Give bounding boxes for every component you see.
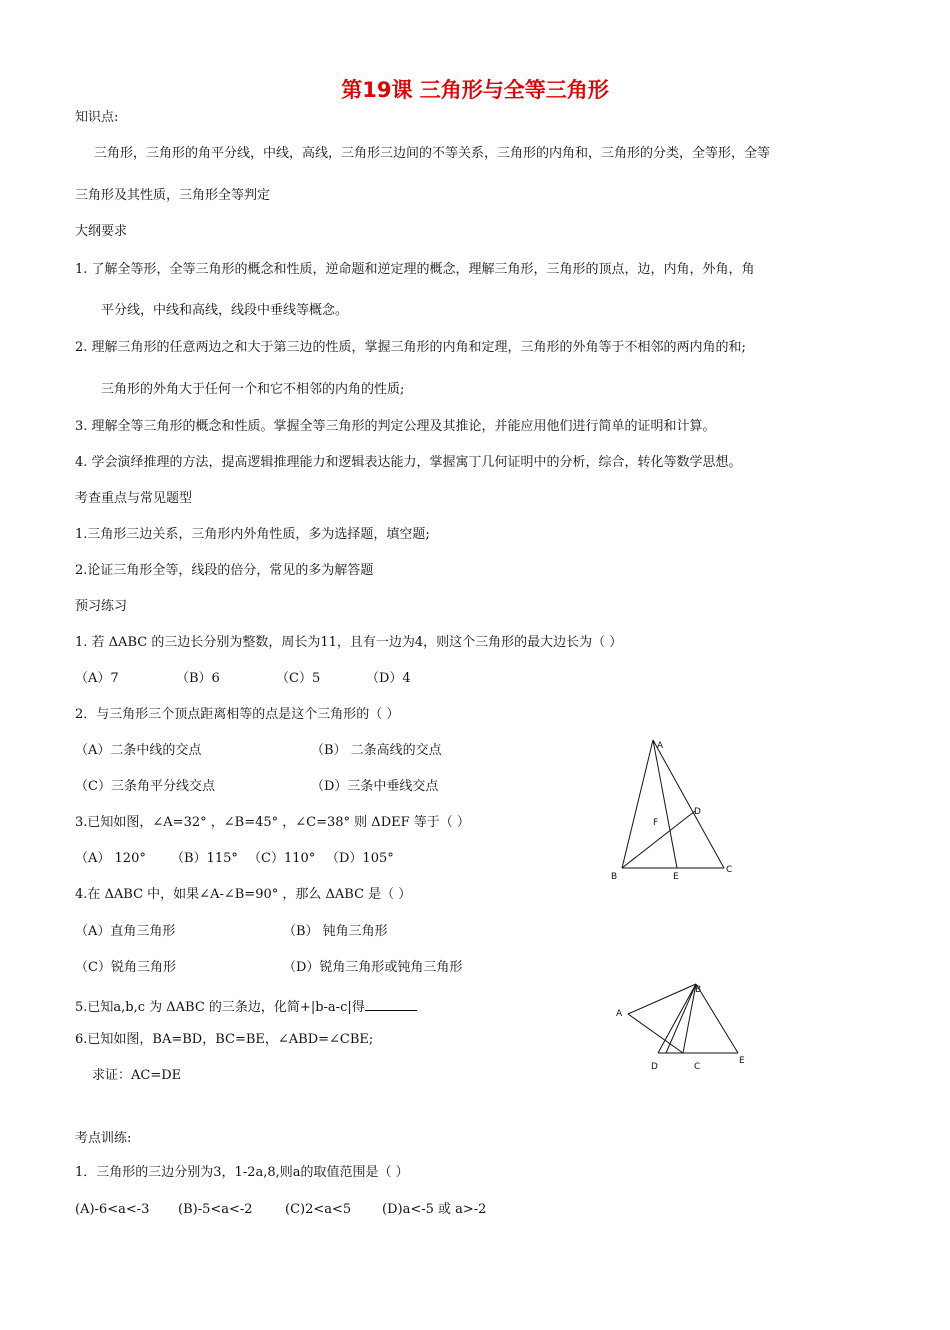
preview-question-6: 6.已知如图，BA=BD，BC=BE，∠ABD=∠CBE; [75,1032,374,1047]
fig1-segment-ae [653,740,677,868]
q4-option-a: （A）直角三角形 [75,924,176,939]
q6-prove: 求证：AC=DE [92,1068,182,1083]
fig1-label-c: C [726,865,733,875]
syllabus-item-1-line-2: 平分线，中线和高线，线段中垂线等概念。 [101,303,349,318]
preview-question-1: 1. 若 ΔABC 的三边长分别为整数，周长为11，且有一边为4，则这个三角形的最大边长为（ ） [75,635,623,650]
preview-question-2: 2．与三角形三个顶点距离相等的点是这个三角形的（ ） [75,707,400,722]
q5-text: 5.已知a,b,c 为 ΔABC 的三条边，化简+|b-a-c|得 [75,1000,365,1015]
page-title: 第19课 三角形与全等三角形 [341,78,609,102]
figure-congruent-triangles [610,980,760,1075]
figure-triangle-def [600,735,750,885]
fig2-label-a: A [616,1009,623,1019]
focus-item-2: 2.论证三角形全等，线段的倍分，常见的多为解答题 [75,563,374,578]
q2-option-d: （D）三条中垂线交点 [311,779,439,794]
syllabus-item-1-line-1: 1. 了解全等形，全等三角形的概念和性质，逆命题和逆定理的概念，理解三角形，三角形的顶点，边，内角，外角，角 [75,262,755,277]
q4-option-b: （B） 钝角三角形 [283,924,388,939]
fig2-label-b: B [695,985,702,995]
q5-answer-blank[interactable] [365,998,417,1011]
syllabus-item-2-line-2: 三角形的外角大于任何一个和它不相邻的内角的性质; [101,382,405,397]
q1-option-b: （B）6 [176,671,220,686]
focus-heading: 考查重点与常见题型 [75,491,193,506]
preview-question-5 [75,998,417,1014]
training-heading: 考点训练: [75,1131,132,1146]
fig1-label-a: A [657,741,664,751]
knowledge-line-2: 三角形及其性质，三角形全等判定 [75,188,271,203]
fig1-label-f: F [653,818,659,828]
syllabus-heading: 大纲要求 [75,224,128,239]
focus-item-1: 1.三角形三边关系，三角形内外角性质，多为选择题，填空题; [75,527,430,542]
preview-question-3: 3.已知如图，∠A=32° ，∠B=45° ，∠C=38° 则 ΔDEF 等于（ ） [75,815,470,830]
fig1-label-e: E [673,872,679,882]
fig2-label-e: E [739,1056,745,1066]
q1-option-c: （C）5 [276,671,321,686]
q3-option-d: （D）105° [326,851,394,866]
fig2-side-bd [658,984,696,1053]
syllabus-item-4: 4. 学会演绎推理的方法，提高逻辑推理能力和逻辑表达能力，掌握寓丁几何证明中的分析，综合，转化等数学思想。 [75,455,742,470]
t1-option-d: (D)a<-5 或 a>-2 [382,1202,487,1217]
fig1-label-d: D [694,807,701,817]
q2-option-c: （C）三条角平分线交点 [75,779,215,794]
q1-option-d: （D）4 [366,671,411,686]
syllabus-item-3: 3. 理解全等三角形的概念和性质。掌握全等三角形的判定公理及其推论，并能应用他们进行简单的证明和计算。 [75,419,716,434]
q2-option-a: （A）二条中线的交点 [75,743,202,758]
fig2-label-c: C [694,1062,701,1072]
q2-option-b: （B） 二条高线的交点 [311,743,442,758]
t1-option-a: (A)-6<a<-3 [75,1202,150,1217]
q4-option-c: （C）锐角三角形 [75,960,176,975]
fig2-side-be [696,984,738,1053]
fig2-label-d: D [651,1062,658,1072]
t1-option-c: (C)2<a<5 [285,1202,352,1217]
q4-option-d: （D）锐角三角形或钝角三角形 [283,960,463,975]
knowledge-heading: 知识点: [75,110,119,125]
q3-option-c: （C）110° [248,851,316,866]
preview-heading: 预习练习 [75,599,128,614]
fig1-label-b: B [611,872,618,882]
fig1-side-ab [622,740,653,868]
preview-question-4: 4.在 ΔABC 中，如果∠A-∠B=90° ，那么 ΔABC 是（ ） [75,887,412,902]
fig2-side-ab [628,984,696,1014]
fig1-side-ac [653,740,724,868]
knowledge-line-1: 三角形，三角形的角平分线，中线，高线，三角形三边间的不等关系，三角形的内角和，三角形的分类，全等形，全等 [94,146,771,161]
q3-option-a: （A） 120° [75,851,146,866]
t1-option-b: (B)-5<a<-2 [178,1202,253,1217]
training-question-1: 1．三角形的三边分别为3，1-2a,8,则a的取值范围是（ ） [75,1165,409,1180]
fig2-extra-line [666,984,696,1053]
syllabus-item-2-line-1: 2. 理解三角形的任意两边之和大于第三边的性质，掌握三角形的内角和定理，三角形的外角等于不相邻的两内角的和; [75,340,746,355]
q3-option-b: （B）115° [171,851,238,866]
fig1-segment-bd [622,811,695,868]
q1-option-a: （A）7 [75,671,119,686]
